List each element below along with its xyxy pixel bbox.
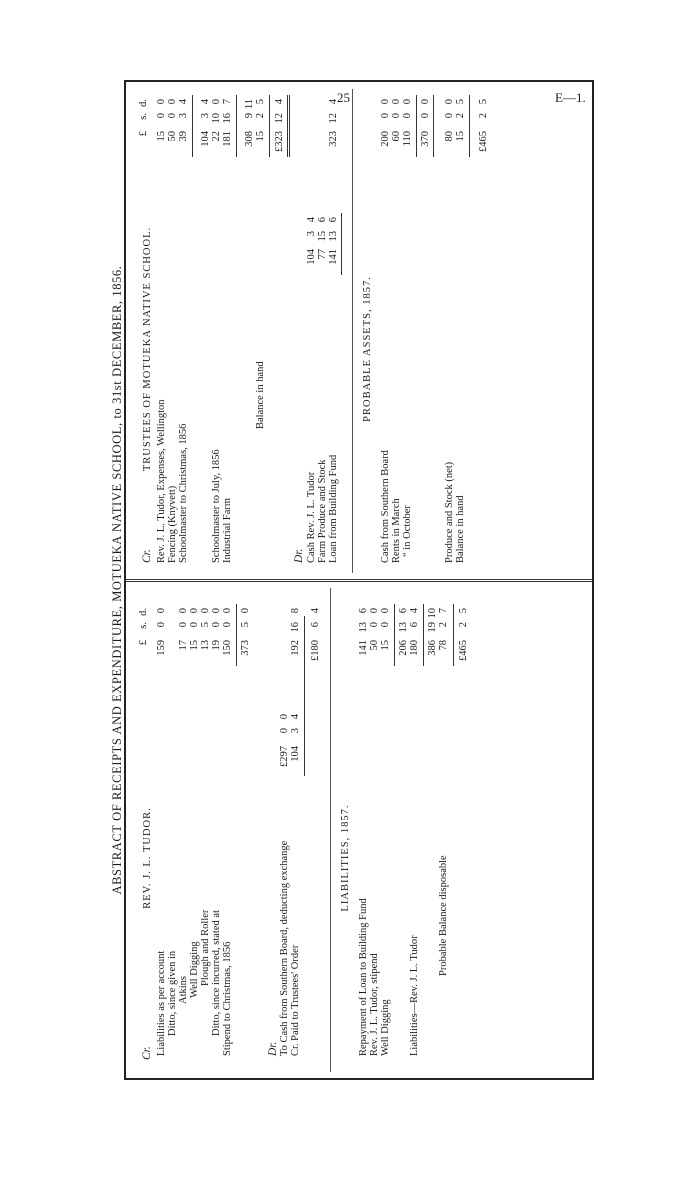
ledger-row-amount: 8000 (444, 99, 455, 142)
sum-rule (236, 604, 237, 666)
pence-header: d. (138, 608, 149, 616)
tudor-account (126, 582, 592, 1078)
ledger-row-amount: 20000 (380, 99, 391, 147)
pounds-header: £ (138, 131, 149, 137)
shillings-header: s. (138, 622, 149, 629)
ledger-row-label: Fencing (Knyvett) (167, 485, 178, 563)
account-title: REV. J. L. TUDOR. (142, 807, 153, 909)
sum-rule (289, 95, 290, 157)
ledger-row-amount: 1500 (156, 99, 167, 142)
sum-rule (416, 95, 417, 157)
ledger-balance: £18064 (310, 608, 321, 661)
ledger-row-amount: 10434 (290, 714, 301, 762)
ledger-row-amount: 15900 (156, 608, 167, 656)
ledger-row-amount: 181167 (222, 99, 233, 147)
sum-rule (341, 213, 342, 275)
ledger-row-label: Cr. Paid to Trustees' Order (290, 944, 301, 1056)
ledger-total: 308911 (244, 99, 255, 147)
ledger-row-amount: 1350 (200, 608, 211, 651)
dr-label: Dr. (267, 1041, 279, 1056)
ledger-row-amount: 1525 (455, 99, 466, 142)
ledger-row-amount: 6000 (391, 99, 402, 142)
ledger-row-label: Produce and Stock (net) (444, 461, 455, 563)
trustees-account (126, 82, 592, 579)
ledger-row-label: Ditto, since incurred, stated at (211, 910, 222, 1036)
ledger-row-label: Farm Produce and Stock (317, 459, 328, 563)
sum-rule (453, 604, 454, 666)
ledger-row-label: Loan from Building Fund (328, 454, 339, 563)
ledger-subtotal: 206136 (398, 608, 409, 656)
ledger-row-label: Industrial Farm (222, 497, 233, 563)
ledger-row-label: Probable Balance disposable (438, 855, 449, 976)
ledger-row-amount: 10434 (306, 217, 317, 265)
document-reference: E—1. (555, 90, 586, 105)
abstract-heading: ABSTRACT OF RECEIPTS AND EXPENDITURE, MOTUEKA NATIVE SCHOOL, to 31st DECEMBER, 1856. (110, 265, 124, 895)
ledger-row-label: Liabilities as per account (156, 950, 167, 1056)
account-title: TRUSTEES OF MOTUEKA NATIVE SCHOOL. (142, 226, 153, 472)
ledger-row-amount: 1525 (255, 99, 266, 142)
ledger-row-label: Repayment of Loan to Building Fund (358, 898, 369, 1056)
ledger-row-amount: 22100 (211, 99, 222, 142)
sum-rule (433, 95, 434, 157)
sum-rule (423, 604, 424, 666)
ledger-row-label: Cash from Southern Board (380, 450, 391, 563)
grand-total: £323124 (274, 99, 285, 152)
ledger-row-amount: 192168 (290, 608, 301, 656)
ledger-row-label: Cash Rev. J. L. Tudor (306, 471, 317, 563)
ledger-row-label: Schoolmaster to Christmas, 1856 (178, 423, 189, 563)
ledger-row-amount: £29700 (279, 714, 290, 767)
ledger-row-amount: 1900 (211, 608, 222, 651)
ledger-row-label: Rev. J. L. Tudor, Expenses, Wellington (156, 399, 167, 563)
cr-label: Cr. (141, 549, 153, 563)
ledger-row-label: Ditto, since given in (167, 950, 178, 1036)
ledger-row-label: Well Digging (380, 999, 391, 1056)
section-rule (352, 89, 353, 573)
rotated-sheet (102, 80, 642, 1080)
ledger-subtotal: 3861910 (427, 608, 438, 656)
pounds-header: £ (138, 640, 149, 646)
pence-header: d. (138, 99, 149, 107)
ledger-row-label: Liabilities—Rev. J. L. Tudor (409, 935, 420, 1056)
ledger-row-label: Plough and Roller (200, 909, 211, 986)
ledger-row-label: Balance in hand (255, 361, 266, 429)
accounts-table (124, 80, 594, 1080)
ledger-row-amount: 3934 (178, 99, 189, 142)
ledger-row-label: Balance in hand (455, 495, 466, 563)
ledger-row-label: Rev. J. L. Tudor, stipend (369, 953, 380, 1056)
currency-header (138, 99, 149, 161)
assets-title: PROBABLE ASSETS, 1857. (362, 276, 373, 422)
cr-label: Cr. (141, 1046, 153, 1060)
shillings-header: s. (138, 113, 149, 120)
ledger-row-amount: 18064 (409, 608, 420, 656)
ledger-row-amount: 77156 (317, 217, 328, 260)
grand-total: £46525 (478, 99, 489, 152)
ledger-row-label: Well Digging (189, 941, 200, 998)
dr-label: Dr. (293, 548, 305, 563)
ledger-row-amount: 5000 (167, 99, 178, 142)
liabilities-title: LIABILITIES, 1857. (340, 804, 351, 912)
section-rule (330, 588, 331, 1072)
sum-rule (192, 95, 193, 157)
ledger-row-label: “ in October (402, 505, 413, 557)
ledger-row-amount: 11000 (402, 99, 413, 147)
ledger-row-label: Schoolmaster to July, 1856 (211, 449, 222, 563)
ledger-row-amount: 1500 (380, 608, 391, 651)
ledger-row-amount: 15000 (222, 608, 233, 656)
sum-rule (236, 95, 237, 157)
grand-total: £46525 (458, 608, 469, 661)
ledger-total: 323124 (328, 99, 339, 147)
ledger-total: 37350 (240, 608, 251, 656)
sum-rule (269, 95, 270, 157)
ledger-row-amount: 141136 (358, 608, 369, 656)
ledger-row-label: Stipend to Christmas, 1856 (222, 941, 233, 1056)
sum-rule (469, 95, 470, 157)
ledger-row-label: Atkins (178, 975, 189, 1004)
sum-rule (394, 604, 395, 666)
currency-header (138, 608, 149, 670)
ledger-row-amount: 1500 (189, 608, 200, 651)
sum-rule (304, 616, 305, 776)
ledger-row-label: Rents in March (391, 498, 402, 563)
page-number: 25 (337, 90, 350, 105)
ledger-row-amount: 7827 (438, 608, 449, 651)
ledger-row-amount: 5000 (369, 608, 380, 651)
ledger-subtotal: 10434 (200, 99, 211, 147)
sum-rule (287, 95, 288, 157)
ledger-subtotal: 37000 (420, 99, 431, 147)
ledger-row-amount: 1700 (178, 608, 189, 651)
ledger-row-amount: 141136 (328, 217, 339, 265)
ledger-row-label: To Cash from Southern Board, deducting exchange (279, 840, 290, 1056)
